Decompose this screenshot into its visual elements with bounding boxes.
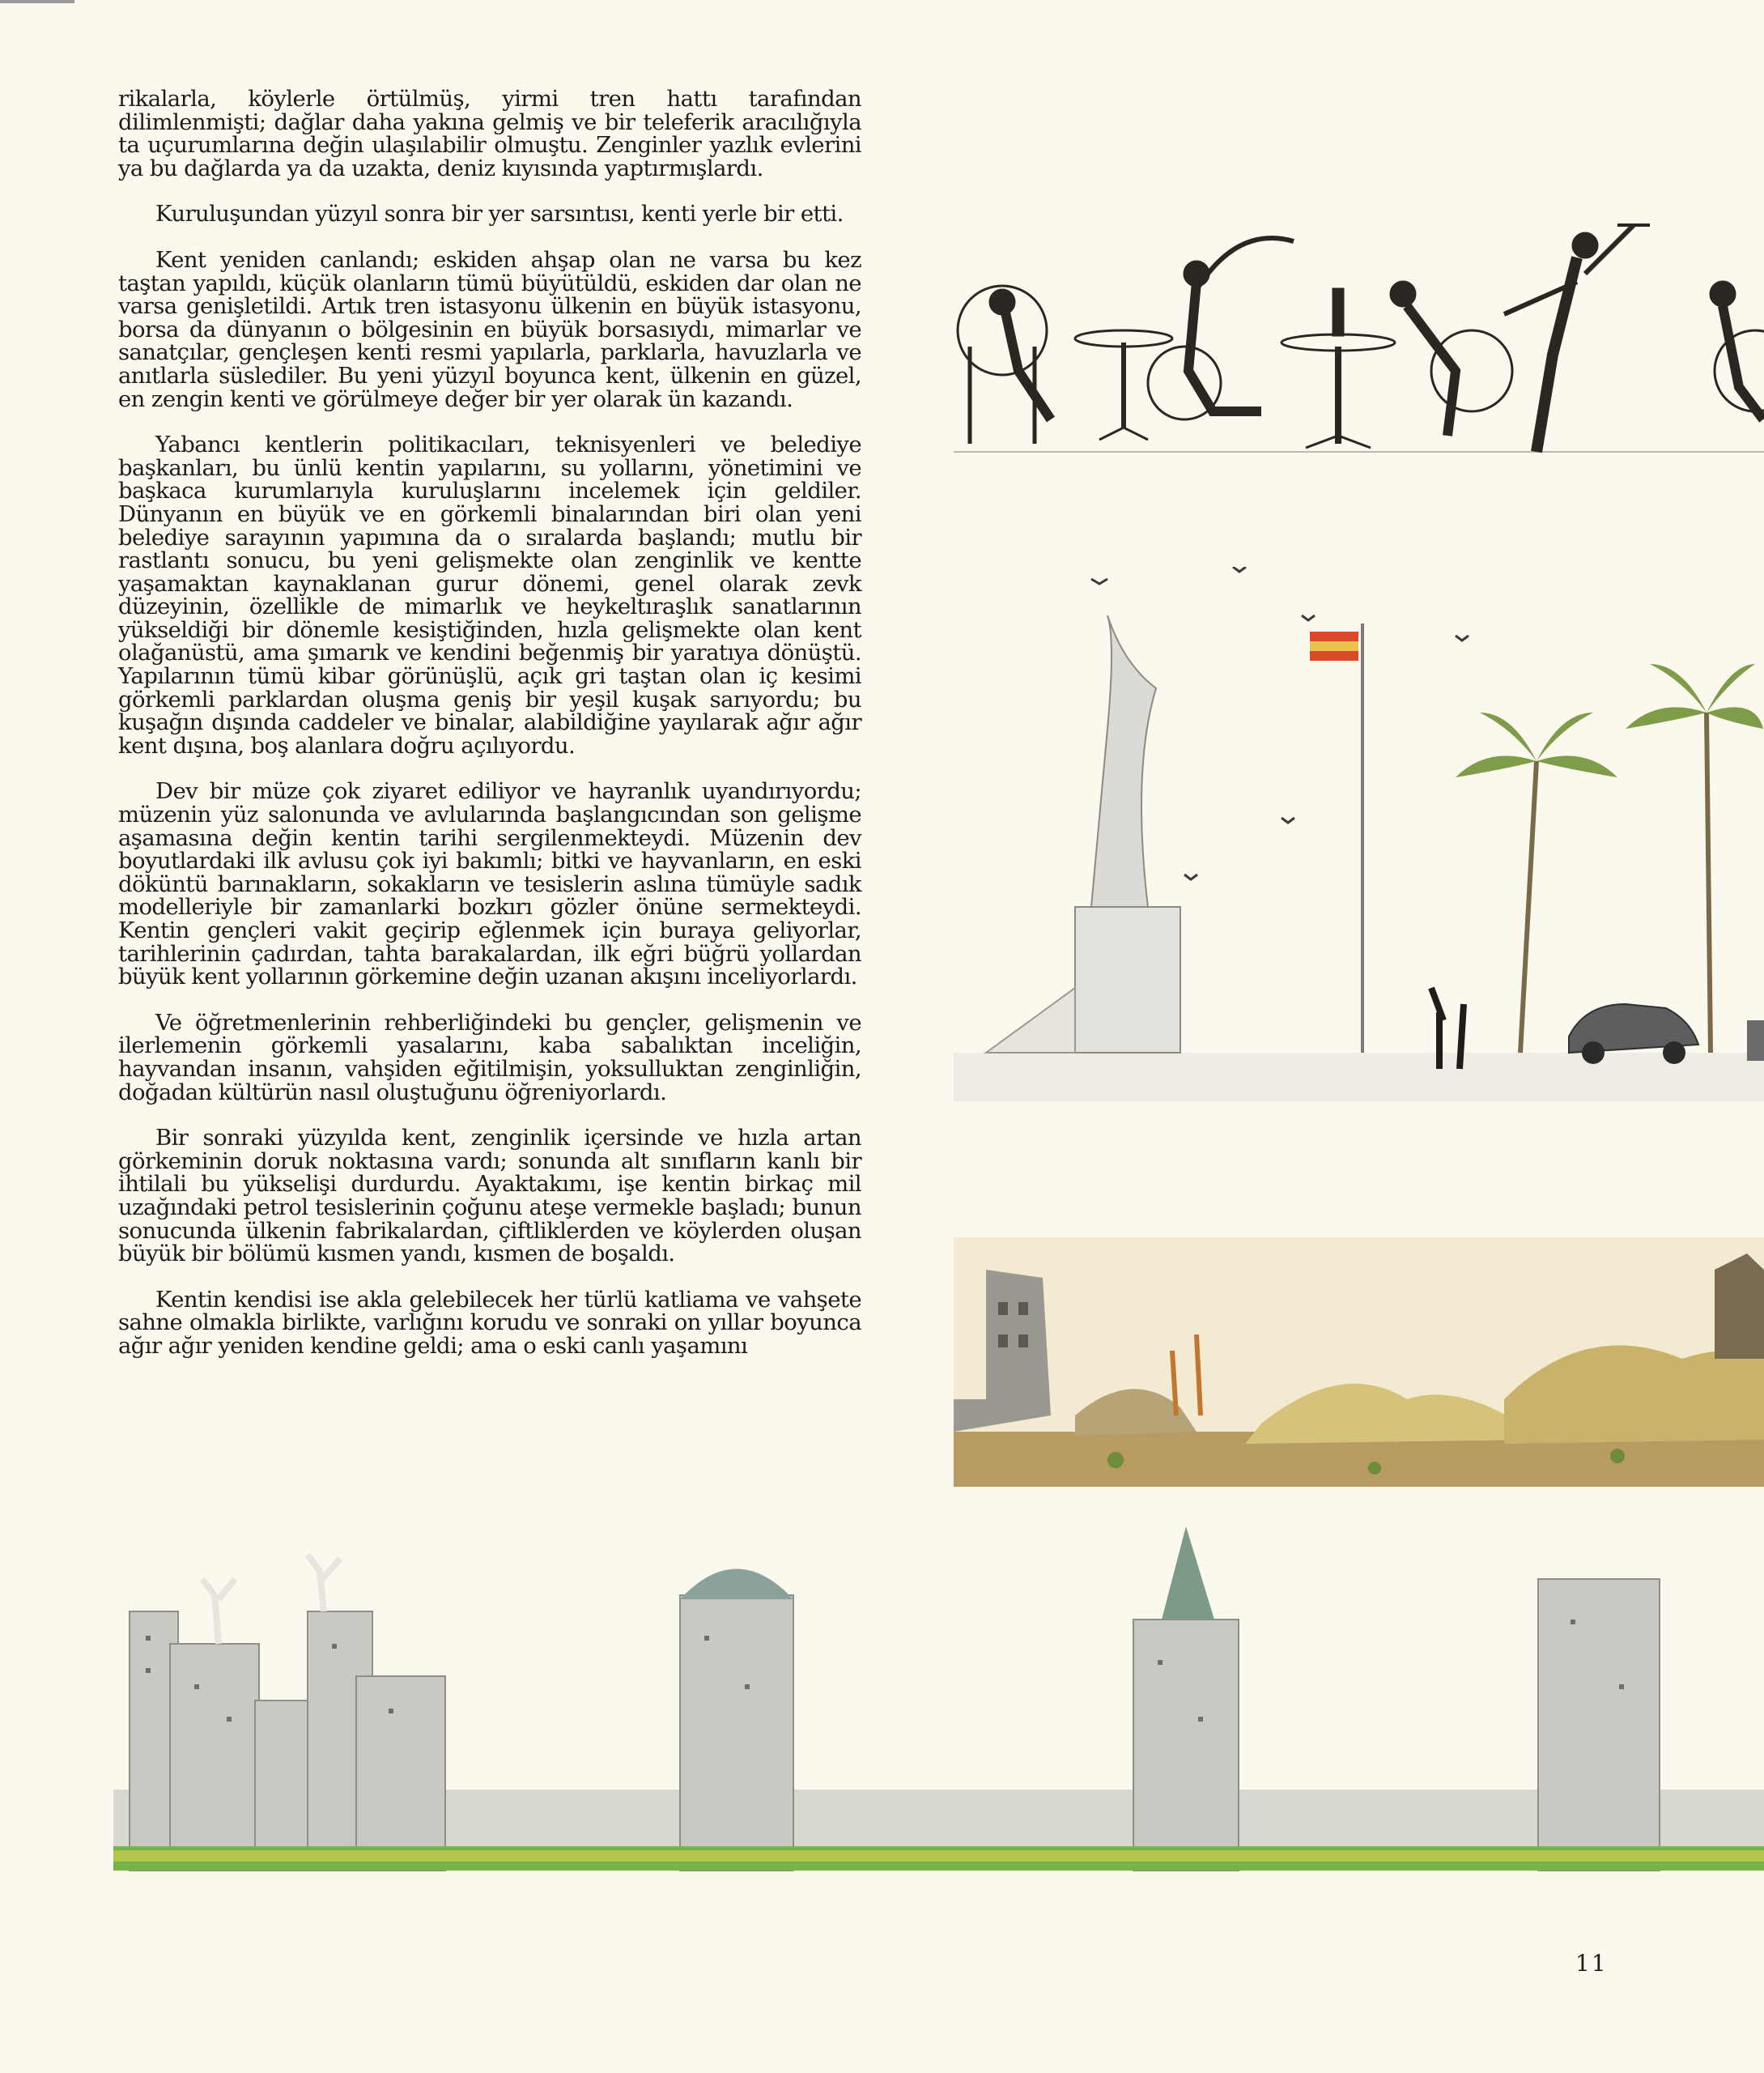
corner-crop-mark [0,0,74,28]
paragraph-4: Yabancı kentlerin politikacıları, teknisyenleri ve belediye başkanları, bu ünlü kentin yapılarını, su yollarını, yönetimini ve başkaca kurumlarıyla kuruluşlarını incelemek için geldiler. Dünyanın en büyük ve en görkemli binalarından biri olan yeni belediye sarayının yapımına da o sıralarda başlandı; mutlu bir rastlantı sonucu, bu yeni gelişmekte olan zenginlik ve kentte yaşamaktan kaynaklanan gurur dönemi, genel olarak zevk düzeyinin, özellikle de mimarlık ve heykeltıraşlık sanatlarının yükseldiği bir dönemle kesiştiğinden, hızla gelişmekte olan kent olağanüstü, ama şımarık ve kendini beğenmiş bir yaratıya dönüştü. Yapılarının tümü kibar görünüşlü, açık gri taştan olan iç kesimi görkemli parklardan oluşma geniş bir yeşil kuşak sarıyordu; bu kuşağın dışında caddeler ve binalar, alabildiğine yayılarak ağır ağır kent dışına, boş alanlara doğru açılıyordu. [118,432,861,759]
towers-scene-illustration [113,1522,1764,1887]
paragraph-6: Ve öğretmenlerinin rehberliğindeki bu gençler, gelişmenin ve ilerlemenin görkemli yasalarını, kaba sabalıktan inceliğin, hayvandan insanın, vahşiden eğitilmişin, yoksulluktan zenginliğin, doğadan kültürün nasıl oluştuğunu öğreniyorlardı. [118,1009,861,1105]
paragraph-5: Dev bir müze çok ziyaret ediliyor ve hayranlık uyandırıyordu; müzenin yüz salonunda ve avlularında başlangıcından son gelişme aşamasına değin kentin tarihi sergilenmekteydi. Müzenin dev boyutlardaki ilk avlusu çok iyi bakımlı; bitki ve hayvanların, en eski döküntü barınakların, sokakların ve tesislerin aslına tümüyle sadık modelleriyle bir zamanlarki bozkırı gözler önüne sermekteydi. Kentin gençleri vakit geçirip eğlenmek için buraya geliyorlar, tarihlerinin çadırdan, tahta barakalardan, ilk eğri büğrü yollardan büyük kent yollarının görkemine değin uzanan akışını inceliyorlardı. [118,778,861,990]
paragraph-8: Kentin kendisi ise akla gelebilecek her türlü katliama ve vahşete sahne olmakla birlikte, varlığını korudu ve sonraki on yıllar boyunca ağır ağır yeniden kendine geldi; ama o eski canlı yaşamını [118,1286,861,1359]
paragraph-3: Kent yeniden canlandı; eskiden ahşap olan ne varsa bu kez taştan yapıldı, küçük olanların tümü büyütüldü, eskiden dar olan ne varsa genişletildi. Artık tren istasyonu ülkenin en büyük istasyonu, borsa da dünyanın o bölgesinin en büyük borsasıydı, mimarlar ve sanatçılar, gençleşen kenti resmi yapılarla, parklarla, havuzlarla ve anıtlarla süslediler. Bu yeni yüzyıl boyunca kent, ülkenin en güzel, en zengin kenti ve görülmeye değer bir yer olarak ün kazandı. [118,246,861,412]
paragraph-1: rikalarla, köylerle örtülmüş, yirmi tren hattı tarafından dilimlenmişti; dağlar daha yakına gelmiş ve bir teleferik aracılığıyla ta uçurumlarına değin ulaşılabilir olmuştu. Zenginler yazlık evlerini ya bu dağlarda ya da uzakta, deniz kıyısında yaptırmışlardı. [118,86,861,181]
monument-scene-drawing [954,567,1764,1101]
monument-scene-illustration [954,567,1764,1101]
article-text-column [118,87,861,1381]
paragraph-2: Kuruluşundan yüzyıl sonra bir yer sarsıntısı, kenti yerle bir etti. [155,201,844,228]
towers-scene-drawing [113,1522,1764,1887]
ruins-scene-illustration [954,1237,1764,1487]
cafe-scene-drawing [954,209,1764,470]
page-number: 11 [1575,1950,1608,1977]
ruins-scene-drawing [954,1237,1764,1487]
paragraph-7: Bir sonraki yüzyılda kent, zenginlik içersinde ve hızla artan görkeminin doruk noktasına vardı; sonunda alt sınıfların kanlı bir ihtilali bu yükselişi durdurdu. Ayaktakımı, işe kentin birkaç mil uzağındaki petrol tesislerinin çoğunu ateşe vermekle başladı; bunun sonucunda ülkenin fabrikalardan, çiftliklerden ve köylerden oluşan büyük bir bölümü kısmen yandı, kısmen de boşaldı. [118,1125,861,1267]
cafe-scene-illustration [954,209,1764,470]
